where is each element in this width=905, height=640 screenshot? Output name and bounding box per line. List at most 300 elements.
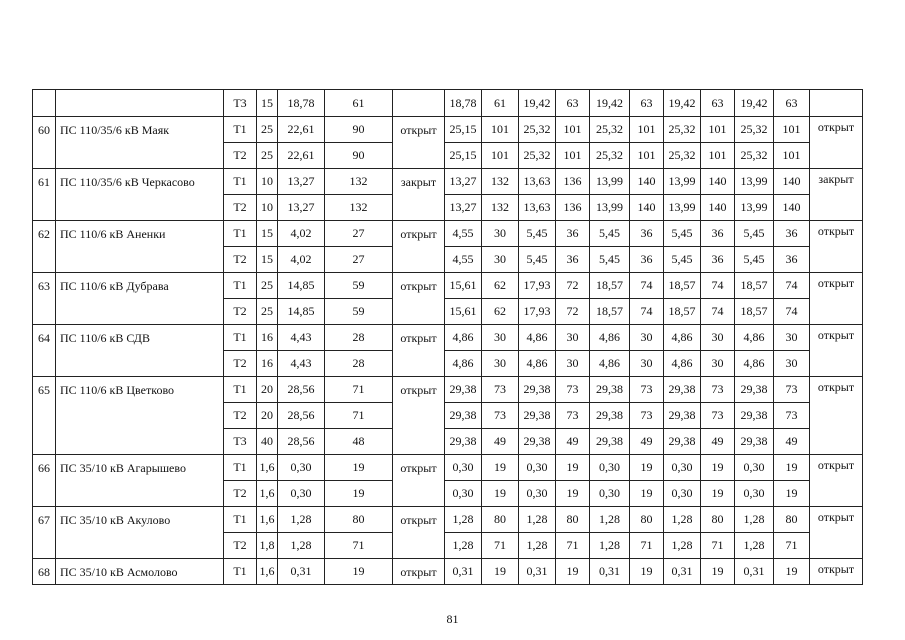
- table-row: [33, 455, 863, 481]
- forecast-load-cell: 29,38: [445, 429, 482, 455]
- load-mva-cell: 14,85: [278, 299, 325, 325]
- forecast-percent-cell: 30: [630, 351, 664, 377]
- load-mva-cell: 22,61: [278, 117, 325, 143]
- forecast-load-cell: 5,45: [664, 247, 701, 273]
- transformer-power-cell: 20: [257, 377, 278, 403]
- substation-name-cell: ПС 110/35/6 кВ Маяк: [56, 117, 224, 169]
- load-percent-cell: 80: [325, 507, 393, 533]
- substation-name-cell: ПС 110/35/6 кВ Черкасово: [56, 169, 224, 221]
- load-percent-cell: 71: [325, 403, 393, 429]
- forecast-status-cell: открыт: [810, 325, 863, 377]
- forecast-load-cell: 19,42: [664, 90, 701, 117]
- forecast-percent-cell: 140: [630, 195, 664, 221]
- forecast-load-cell: 19,42: [519, 90, 556, 117]
- forecast-percent-cell: 30: [701, 351, 735, 377]
- load-mva-cell: 1,28: [278, 533, 325, 559]
- forecast-load-cell: 4,86: [445, 325, 482, 351]
- load-mva-cell: 14,85: [278, 273, 325, 299]
- load-percent-cell: 132: [325, 169, 393, 195]
- forecast-percent-cell: 73: [630, 377, 664, 403]
- forecast-percent-cell: 30: [701, 325, 735, 351]
- forecast-percent-cell: 30: [482, 221, 519, 247]
- forecast-percent-cell: 132: [482, 195, 519, 221]
- transformer-id-cell: Т1: [224, 117, 257, 143]
- forecast-load-cell: 13,99: [590, 195, 630, 221]
- center-status-cell: открыт: [393, 559, 445, 585]
- forecast-percent-cell: 19: [774, 481, 810, 507]
- substation-name-cell: ПС 110/6 кВ Цветково: [56, 377, 224, 455]
- forecast-percent-cell: 19: [701, 455, 735, 481]
- forecast-load-cell: 0,30: [735, 455, 774, 481]
- forecast-percent-cell: 73: [556, 377, 590, 403]
- row-number-cell: 62: [33, 221, 56, 273]
- transformer-id-cell: Т2: [224, 143, 257, 169]
- forecast-load-cell: 15,61: [445, 299, 482, 325]
- forecast-percent-cell: 140: [701, 195, 735, 221]
- forecast-load-cell: 29,38: [664, 429, 701, 455]
- forecast-load-cell: 5,45: [664, 221, 701, 247]
- forecast-percent-cell: 71: [482, 533, 519, 559]
- forecast-load-cell: 0,30: [445, 481, 482, 507]
- forecast-load-cell: 0,31: [735, 559, 774, 585]
- forecast-load-cell: 29,38: [445, 403, 482, 429]
- forecast-percent-cell: 61: [482, 90, 519, 117]
- forecast-load-cell: 4,86: [664, 351, 701, 377]
- transformer-power-cell: 15: [257, 247, 278, 273]
- load-mva-cell: 0,31: [278, 559, 325, 585]
- forecast-percent-cell: 30: [556, 325, 590, 351]
- load-percent-cell: 19: [325, 455, 393, 481]
- forecast-percent-cell: 71: [556, 533, 590, 559]
- forecast-load-cell: 0,30: [735, 481, 774, 507]
- forecast-percent-cell: 63: [701, 90, 735, 117]
- table-row: [33, 559, 863, 585]
- center-status-cell: открыт: [393, 273, 445, 325]
- forecast-load-cell: 29,38: [590, 377, 630, 403]
- forecast-percent-cell: 62: [482, 299, 519, 325]
- forecast-load-cell: 18,57: [590, 273, 630, 299]
- forecast-load-cell: 18,57: [664, 273, 701, 299]
- forecast-load-cell: 1,28: [735, 507, 774, 533]
- forecast-percent-cell: 73: [556, 403, 590, 429]
- load-mva-cell: 0,30: [278, 481, 325, 507]
- forecast-load-cell: 5,45: [519, 221, 556, 247]
- transformer-power-cell: 15: [257, 90, 278, 117]
- forecast-percent-cell: 140: [701, 169, 735, 195]
- forecast-load-cell: 5,45: [735, 221, 774, 247]
- table-row: [33, 377, 863, 403]
- transformer-id-cell: Т1: [224, 455, 257, 481]
- forecast-load-cell: 0,31: [664, 559, 701, 585]
- forecast-percent-cell: 71: [630, 533, 664, 559]
- transformer-power-cell: 16: [257, 325, 278, 351]
- forecast-load-cell: 1,28: [590, 507, 630, 533]
- forecast-percent-cell: 36: [774, 247, 810, 273]
- center-status-cell: [393, 90, 445, 117]
- load-mva-cell: 4,43: [278, 351, 325, 377]
- forecast-percent-cell: 101: [630, 143, 664, 169]
- forecast-percent-cell: 101: [701, 143, 735, 169]
- load-percent-cell: 71: [325, 533, 393, 559]
- forecast-load-cell: 13,27: [445, 169, 482, 195]
- transformer-id-cell: Т1: [224, 559, 257, 585]
- forecast-load-cell: 17,93: [519, 273, 556, 299]
- row-number-cell: [33, 90, 56, 117]
- transformer-id-cell: Т2: [224, 403, 257, 429]
- forecast-percent-cell: 36: [701, 221, 735, 247]
- transformer-power-cell: 40: [257, 429, 278, 455]
- transformer-id-cell: Т2: [224, 533, 257, 559]
- forecast-load-cell: 1,28: [519, 507, 556, 533]
- forecast-percent-cell: 140: [774, 169, 810, 195]
- load-mva-cell: 13,27: [278, 169, 325, 195]
- forecast-percent-cell: 19: [701, 481, 735, 507]
- forecast-percent-cell: 80: [774, 507, 810, 533]
- load-percent-cell: 90: [325, 143, 393, 169]
- substation-name-cell: ПС 110/6 кВ Дубрава: [56, 273, 224, 325]
- forecast-percent-cell: 19: [482, 455, 519, 481]
- forecast-load-cell: 0,31: [519, 559, 556, 585]
- forecast-load-cell: 29,38: [519, 377, 556, 403]
- forecast-load-cell: 29,38: [590, 403, 630, 429]
- substation-name-cell: ПС 35/10 кВ Асмолово: [56, 559, 224, 585]
- load-mva-cell: 28,56: [278, 429, 325, 455]
- forecast-percent-cell: 19: [556, 455, 590, 481]
- substation-name-cell: ПС 35/10 кВ Агарышево: [56, 455, 224, 507]
- forecast-percent-cell: 62: [482, 273, 519, 299]
- forecast-load-cell: 1,28: [445, 507, 482, 533]
- forecast-percent-cell: 73: [482, 377, 519, 403]
- load-mva-cell: 4,43: [278, 325, 325, 351]
- forecast-percent-cell: 36: [556, 247, 590, 273]
- forecast-load-cell: 17,93: [519, 299, 556, 325]
- row-number-cell: 61: [33, 169, 56, 221]
- forecast-percent-cell: 63: [556, 90, 590, 117]
- forecast-load-cell: 25,32: [519, 143, 556, 169]
- forecast-percent-cell: 19: [774, 455, 810, 481]
- forecast-percent-cell: 80: [556, 507, 590, 533]
- forecast-load-cell: 25,32: [664, 143, 701, 169]
- forecast-load-cell: 5,45: [735, 247, 774, 273]
- forecast-load-cell: 29,38: [445, 377, 482, 403]
- load-mva-cell: 4,02: [278, 247, 325, 273]
- row-number-cell: 64: [33, 325, 56, 377]
- forecast-status-cell: открыт: [810, 117, 863, 169]
- forecast-percent-cell: 19: [556, 481, 590, 507]
- forecast-load-cell: 5,45: [590, 247, 630, 273]
- transformer-power-cell: 1,6: [257, 481, 278, 507]
- table-row: [33, 90, 863, 117]
- forecast-percent-cell: 101: [774, 117, 810, 143]
- forecast-percent-cell: 101: [556, 117, 590, 143]
- forecast-load-cell: 1,28: [590, 533, 630, 559]
- center-status-cell: открыт: [393, 455, 445, 507]
- forecast-percent-cell: 74: [701, 299, 735, 325]
- forecast-status-cell: открыт: [810, 507, 863, 559]
- forecast-load-cell: 4,86: [445, 351, 482, 377]
- load-percent-cell: 27: [325, 221, 393, 247]
- forecast-load-cell: 13,99: [590, 169, 630, 195]
- transformer-id-cell: Т3: [224, 90, 257, 117]
- load-mva-cell: 0,30: [278, 455, 325, 481]
- load-percent-cell: 90: [325, 117, 393, 143]
- forecast-load-cell: 4,86: [519, 325, 556, 351]
- forecast-load-cell: 25,15: [445, 143, 482, 169]
- forecast-percent-cell: 36: [630, 247, 664, 273]
- forecast-load-cell: 4,55: [445, 221, 482, 247]
- forecast-percent-cell: 36: [630, 221, 664, 247]
- transformer-power-cell: 25: [257, 273, 278, 299]
- transformer-power-cell: 16: [257, 351, 278, 377]
- forecast-status-cell: открыт: [810, 559, 863, 585]
- center-status-cell: открыт: [393, 507, 445, 559]
- center-status-cell: открыт: [393, 221, 445, 273]
- row-number-cell: 65: [33, 377, 56, 455]
- forecast-load-cell: 4,86: [735, 325, 774, 351]
- forecast-percent-cell: 140: [774, 195, 810, 221]
- forecast-percent-cell: 36: [701, 247, 735, 273]
- forecast-percent-cell: 74: [774, 273, 810, 299]
- forecast-percent-cell: 80: [630, 507, 664, 533]
- transformer-id-cell: Т3: [224, 429, 257, 455]
- forecast-percent-cell: 30: [482, 325, 519, 351]
- load-percent-cell: 61: [325, 90, 393, 117]
- forecast-percent-cell: 36: [774, 221, 810, 247]
- forecast-load-cell: 1,28: [664, 533, 701, 559]
- forecast-load-cell: 18,57: [735, 299, 774, 325]
- forecast-percent-cell: 73: [482, 403, 519, 429]
- forecast-percent-cell: 36: [556, 221, 590, 247]
- forecast-status-cell: открыт: [810, 221, 863, 273]
- forecast-percent-cell: 30: [630, 325, 664, 351]
- forecast-load-cell: 18,57: [735, 273, 774, 299]
- forecast-load-cell: 25,32: [590, 143, 630, 169]
- load-percent-cell: 48: [325, 429, 393, 455]
- row-number-cell: 63: [33, 273, 56, 325]
- forecast-percent-cell: 19: [701, 559, 735, 585]
- transformer-power-cell: 1,6: [257, 507, 278, 533]
- row-number-cell: 67: [33, 507, 56, 559]
- forecast-percent-cell: 49: [556, 429, 590, 455]
- forecast-percent-cell: 73: [701, 377, 735, 403]
- forecast-load-cell: 29,38: [519, 403, 556, 429]
- table-row: [33, 507, 863, 533]
- forecast-load-cell: 1,28: [664, 507, 701, 533]
- forecast-load-cell: 5,45: [590, 221, 630, 247]
- forecast-load-cell: 4,86: [519, 351, 556, 377]
- forecast-load-cell: 0,31: [590, 559, 630, 585]
- forecast-load-cell: 13,99: [664, 195, 701, 221]
- forecast-percent-cell: 136: [556, 195, 590, 221]
- forecast-percent-cell: 30: [556, 351, 590, 377]
- forecast-load-cell: 0,30: [445, 455, 482, 481]
- forecast-load-cell: 1,28: [735, 533, 774, 559]
- forecast-percent-cell: 19: [482, 481, 519, 507]
- center-status-cell: открыт: [393, 377, 445, 455]
- forecast-load-cell: 29,38: [664, 403, 701, 429]
- row-number-cell: 66: [33, 455, 56, 507]
- forecast-percent-cell: 73: [630, 403, 664, 429]
- forecast-load-cell: 0,30: [519, 455, 556, 481]
- forecast-load-cell: 18,57: [590, 299, 630, 325]
- forecast-percent-cell: 132: [482, 169, 519, 195]
- forecast-load-cell: 15,61: [445, 273, 482, 299]
- forecast-load-cell: 13,63: [519, 169, 556, 195]
- transformer-power-cell: 10: [257, 169, 278, 195]
- forecast-percent-cell: 30: [774, 351, 810, 377]
- row-number-cell: 68: [33, 559, 56, 585]
- forecast-load-cell: 1,28: [445, 533, 482, 559]
- forecast-percent-cell: 73: [701, 403, 735, 429]
- forecast-load-cell: 18,57: [664, 299, 701, 325]
- forecast-percent-cell: 80: [701, 507, 735, 533]
- forecast-load-cell: 4,86: [590, 351, 630, 377]
- load-mva-cell: 18,78: [278, 90, 325, 117]
- forecast-percent-cell: 74: [774, 299, 810, 325]
- forecast-percent-cell: 30: [774, 325, 810, 351]
- forecast-load-cell: 4,86: [590, 325, 630, 351]
- forecast-load-cell: 0,30: [519, 481, 556, 507]
- forecast-load-cell: 4,86: [664, 325, 701, 351]
- forecast-percent-cell: 19: [630, 559, 664, 585]
- forecast-load-cell: 29,38: [735, 377, 774, 403]
- transformer-power-cell: 15: [257, 221, 278, 247]
- transformer-id-cell: Т1: [224, 377, 257, 403]
- forecast-load-cell: 13,99: [735, 169, 774, 195]
- load-percent-cell: 59: [325, 299, 393, 325]
- load-mva-cell: 28,56: [278, 377, 325, 403]
- forecast-load-cell: 4,86: [735, 351, 774, 377]
- forecast-percent-cell: 136: [556, 169, 590, 195]
- forecast-load-cell: 29,38: [735, 429, 774, 455]
- forecast-percent-cell: 63: [774, 90, 810, 117]
- load-percent-cell: 71: [325, 377, 393, 403]
- table-row: [33, 117, 863, 143]
- load-mva-cell: 13,27: [278, 195, 325, 221]
- load-percent-cell: 19: [325, 481, 393, 507]
- forecast-status-cell: закрыт: [810, 169, 863, 221]
- forecast-load-cell: 13,27: [445, 195, 482, 221]
- forecast-load-cell: 25,32: [735, 117, 774, 143]
- transformer-id-cell: Т2: [224, 351, 257, 377]
- forecast-percent-cell: 19: [556, 559, 590, 585]
- transformer-power-cell: 10: [257, 195, 278, 221]
- load-percent-cell: 132: [325, 195, 393, 221]
- forecast-percent-cell: 19: [774, 559, 810, 585]
- forecast-load-cell: 13,99: [664, 169, 701, 195]
- transformer-id-cell: Т1: [224, 273, 257, 299]
- row-number-cell: 60: [33, 117, 56, 169]
- substation-name-cell: ПС 110/6 кВ Аненки: [56, 221, 224, 273]
- forecast-load-cell: 29,38: [590, 429, 630, 455]
- forecast-percent-cell: 49: [701, 429, 735, 455]
- forecast-percent-cell: 49: [630, 429, 664, 455]
- table-row: [33, 169, 863, 195]
- forecast-percent-cell: 101: [556, 143, 590, 169]
- forecast-load-cell: 0,30: [664, 455, 701, 481]
- forecast-percent-cell: 72: [556, 273, 590, 299]
- forecast-load-cell: 0,30: [590, 481, 630, 507]
- forecast-status-cell: открыт: [810, 273, 863, 325]
- forecast-load-cell: 18,78: [445, 90, 482, 117]
- substation-name-cell: ПС 110/6 кВ СДВ: [56, 325, 224, 377]
- forecast-percent-cell: 101: [482, 143, 519, 169]
- forecast-percent-cell: 140: [630, 169, 664, 195]
- forecast-percent-cell: 73: [774, 403, 810, 429]
- forecast-load-cell: 25,32: [519, 117, 556, 143]
- load-percent-cell: 59: [325, 273, 393, 299]
- forecast-load-cell: 25,32: [664, 117, 701, 143]
- forecast-percent-cell: 101: [482, 117, 519, 143]
- transformer-id-cell: Т1: [224, 507, 257, 533]
- forecast-percent-cell: 101: [774, 143, 810, 169]
- load-mva-cell: 28,56: [278, 403, 325, 429]
- forecast-load-cell: 25,32: [735, 143, 774, 169]
- transformer-power-cell: 1,6: [257, 455, 278, 481]
- forecast-status-cell: [810, 90, 863, 117]
- transformer-id-cell: Т2: [224, 247, 257, 273]
- transformer-power-cell: 20: [257, 403, 278, 429]
- load-percent-cell: 28: [325, 351, 393, 377]
- load-mva-cell: 22,61: [278, 143, 325, 169]
- forecast-percent-cell: 19: [630, 455, 664, 481]
- transformer-power-cell: 25: [257, 117, 278, 143]
- forecast-load-cell: 13,63: [519, 195, 556, 221]
- transformer-power-cell: 1,6: [257, 559, 278, 585]
- load-mva-cell: 4,02: [278, 221, 325, 247]
- forecast-load-cell: 19,42: [735, 90, 774, 117]
- forecast-load-cell: 25,32: [590, 117, 630, 143]
- forecast-percent-cell: 71: [701, 533, 735, 559]
- forecast-percent-cell: 80: [482, 507, 519, 533]
- transformer-power-cell: 25: [257, 143, 278, 169]
- forecast-load-cell: 29,38: [664, 377, 701, 403]
- table-row: [33, 221, 863, 247]
- transformer-id-cell: Т2: [224, 195, 257, 221]
- forecast-load-cell: 13,99: [735, 195, 774, 221]
- forecast-load-cell: 4,55: [445, 247, 482, 273]
- transformer-id-cell: Т2: [224, 299, 257, 325]
- forecast-status-cell: открыт: [810, 377, 863, 455]
- forecast-percent-cell: 74: [701, 273, 735, 299]
- page-number: 81: [446, 612, 459, 626]
- forecast-load-cell: 5,45: [519, 247, 556, 273]
- forecast-percent-cell: 49: [482, 429, 519, 455]
- forecast-percent-cell: 63: [630, 90, 664, 117]
- forecast-percent-cell: 74: [630, 299, 664, 325]
- forecast-load-cell: 1,28: [519, 533, 556, 559]
- center-status-cell: открыт: [393, 117, 445, 169]
- forecast-load-cell: 0,30: [590, 455, 630, 481]
- load-mva-cell: 1,28: [278, 507, 325, 533]
- table-row: [33, 273, 863, 299]
- load-percent-cell: 27: [325, 247, 393, 273]
- transformer-power-cell: 25: [257, 299, 278, 325]
- forecast-percent-cell: 49: [774, 429, 810, 455]
- transformer-power-cell: 1,8: [257, 533, 278, 559]
- substation-name-cell: [56, 90, 224, 117]
- forecast-percent-cell: 101: [701, 117, 735, 143]
- load-percent-cell: 28: [325, 325, 393, 351]
- forecast-load-cell: 29,38: [735, 403, 774, 429]
- forecast-load-cell: 19,42: [590, 90, 630, 117]
- forecast-percent-cell: 72: [556, 299, 590, 325]
- transformer-id-cell: Т1: [224, 325, 257, 351]
- forecast-status-cell: открыт: [810, 455, 863, 507]
- substation-load-table: [32, 89, 863, 585]
- forecast-percent-cell: 101: [630, 117, 664, 143]
- forecast-percent-cell: 71: [774, 533, 810, 559]
